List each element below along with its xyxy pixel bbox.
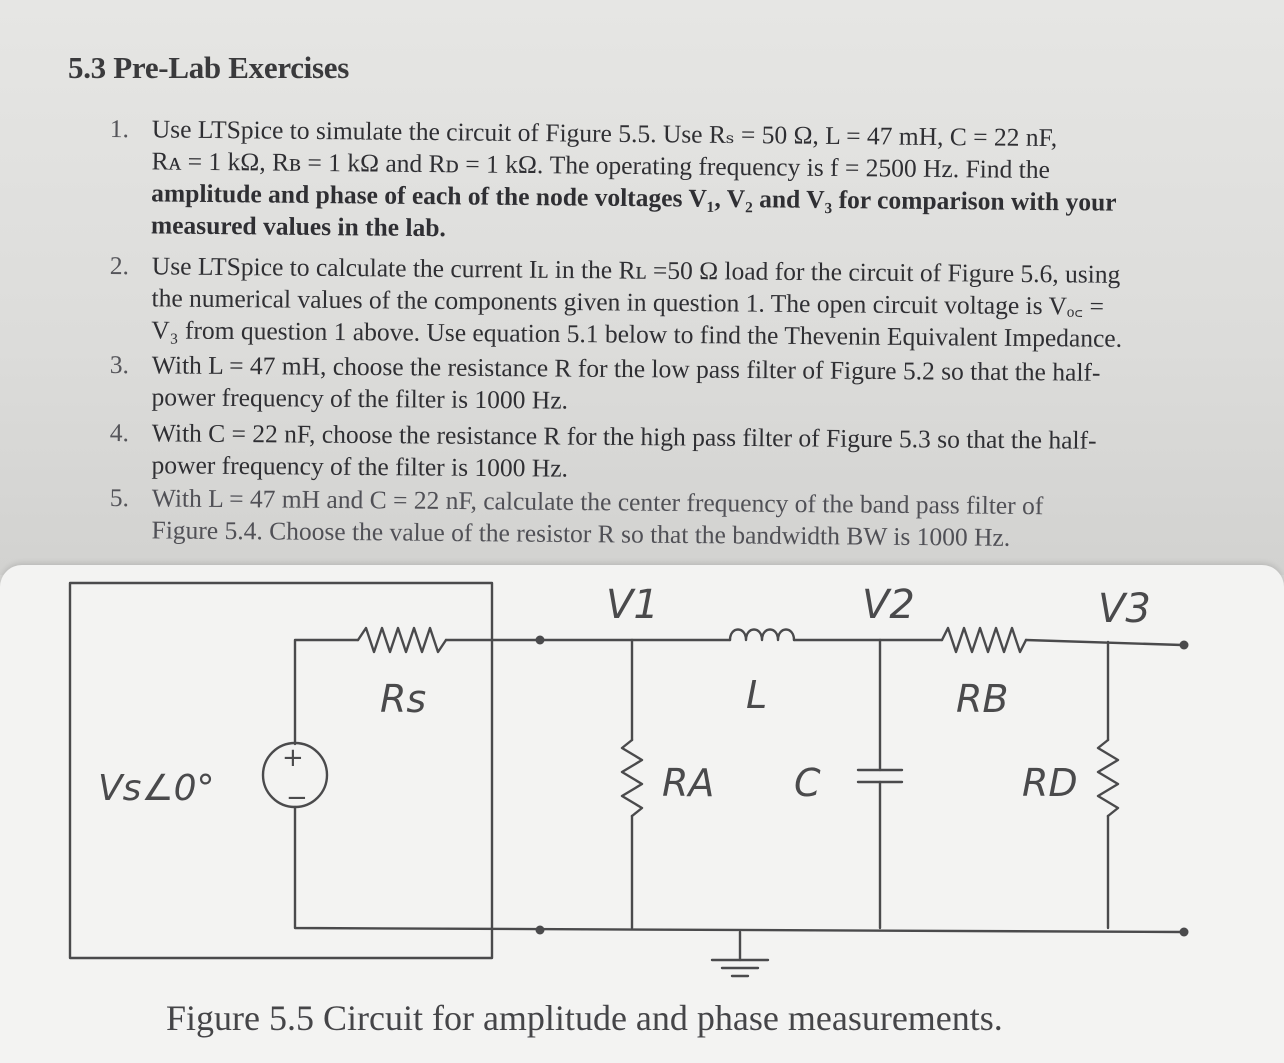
exercise-number: 4. <box>109 417 130 448</box>
exercise-line: power frequency of the filter is 1000 Hz. <box>151 450 569 483</box>
figure-caption: Figure 5.5 Circuit for amplitude and phase measurements. <box>166 998 1003 1038</box>
rb-label: RB <box>956 677 1009 721</box>
c-label: C <box>794 761 821 805</box>
ra-resistor <box>622 740 642 816</box>
wire-source-top <box>295 640 358 744</box>
section-title: 5.3 Pre-Lab Exercises <box>68 50 349 85</box>
exercise-text <box>151 250 1240 355</box>
terminal-dot-v3 <box>1180 641 1189 650</box>
node-v2-label: V2 <box>862 582 915 628</box>
exercise-line: Use LTSpice to simulate the circuit of Figure 5.5. Use Rₛ = 50 Ω, L = 47 mH, C = 22 nF, <box>151 114 1058 153</box>
terminal-dot-ground <box>1180 928 1189 937</box>
source-label: Vs∠0° <box>98 768 215 809</box>
exercise-line: With C = 22 nF, choose the resistance R for the high pass filter of Figure 5.3 so that the half- <box>151 418 1097 455</box>
node-v3-label: V3 <box>1098 586 1151 632</box>
exercise-1 <box>109 113 1240 252</box>
ra-label: RA <box>662 761 715 805</box>
rd-label: RD <box>1022 761 1078 805</box>
exercise-text <box>151 113 1240 251</box>
rd-resistor <box>1098 740 1118 816</box>
exercise-line: Rᴀ = 1 kΩ, Rʙ = 1 kΩ and Rᴅ = 1 kΩ. The operating frequency is f = 2500 Hz. Find the <box>151 146 1050 185</box>
wire-ground-rail <box>295 807 1182 932</box>
exercise-line: Use LTSpice to calculate the current Iʟ in the Rʟ =50 Ω load for the circuit of Figure 5.6, using <box>151 251 1121 289</box>
inductor-l <box>730 630 794 641</box>
exercise-line: measured values in the lab. <box>150 210 446 243</box>
exercise-line: With L = 47 mH, choose the resistance R for the low pass filter of Figure 5.2 so that the half- <box>151 350 1101 387</box>
rb-resistor <box>942 628 1026 652</box>
exercise-number: 5. <box>109 482 130 513</box>
source-minus-label: − <box>286 783 308 813</box>
node-dot <box>536 636 545 645</box>
exercise-3 <box>109 349 1239 422</box>
figure-panel <box>0 565 1284 1063</box>
exercise-line: Figure 5.4. Choose the value of the resistor R so that the bandwidth BW is 1000 Hz. <box>151 515 1011 552</box>
source-plus-label: + <box>282 743 304 773</box>
node-dot <box>536 926 545 935</box>
exercise-line: the numerical values of the components given in question 1. The open circuit voltage is Vₒ꜀ = <box>151 283 1105 321</box>
exercise-text <box>151 349 1239 422</box>
rs-label: Rs <box>380 677 427 721</box>
wire-v3 <box>1026 640 1182 645</box>
l-label: L <box>746 673 768 717</box>
exercise-5 <box>109 482 1240 556</box>
circuit-diagram <box>0 565 1284 995</box>
exercise-number: 3. <box>109 349 130 380</box>
node-v1-label: V1 <box>606 582 659 628</box>
exercise-text <box>151 417 1239 490</box>
exercise-2 <box>109 250 1240 356</box>
exercise-line: power frequency of the filter is 1000 Hz. <box>151 382 569 415</box>
exercise-line: amplitude and phase of each of the node voltages V₁, V₂ and V₃ for comparison with your <box>151 178 1117 217</box>
exercise-line: V₃ from question 1 above. Use equation 5.1 below to find the Thevenin Equivalent Impedance. <box>151 315 1123 353</box>
exercise-number: 2. <box>109 250 130 281</box>
rs-resistor <box>358 628 446 652</box>
exercise-text <box>151 482 1240 555</box>
exercise-line: With L = 47 mH and C = 22 nF, calculate the center frequency of the band pass filter of <box>151 483 1044 521</box>
exercise-4 <box>109 417 1239 490</box>
exercise-number: 1. <box>109 113 130 144</box>
